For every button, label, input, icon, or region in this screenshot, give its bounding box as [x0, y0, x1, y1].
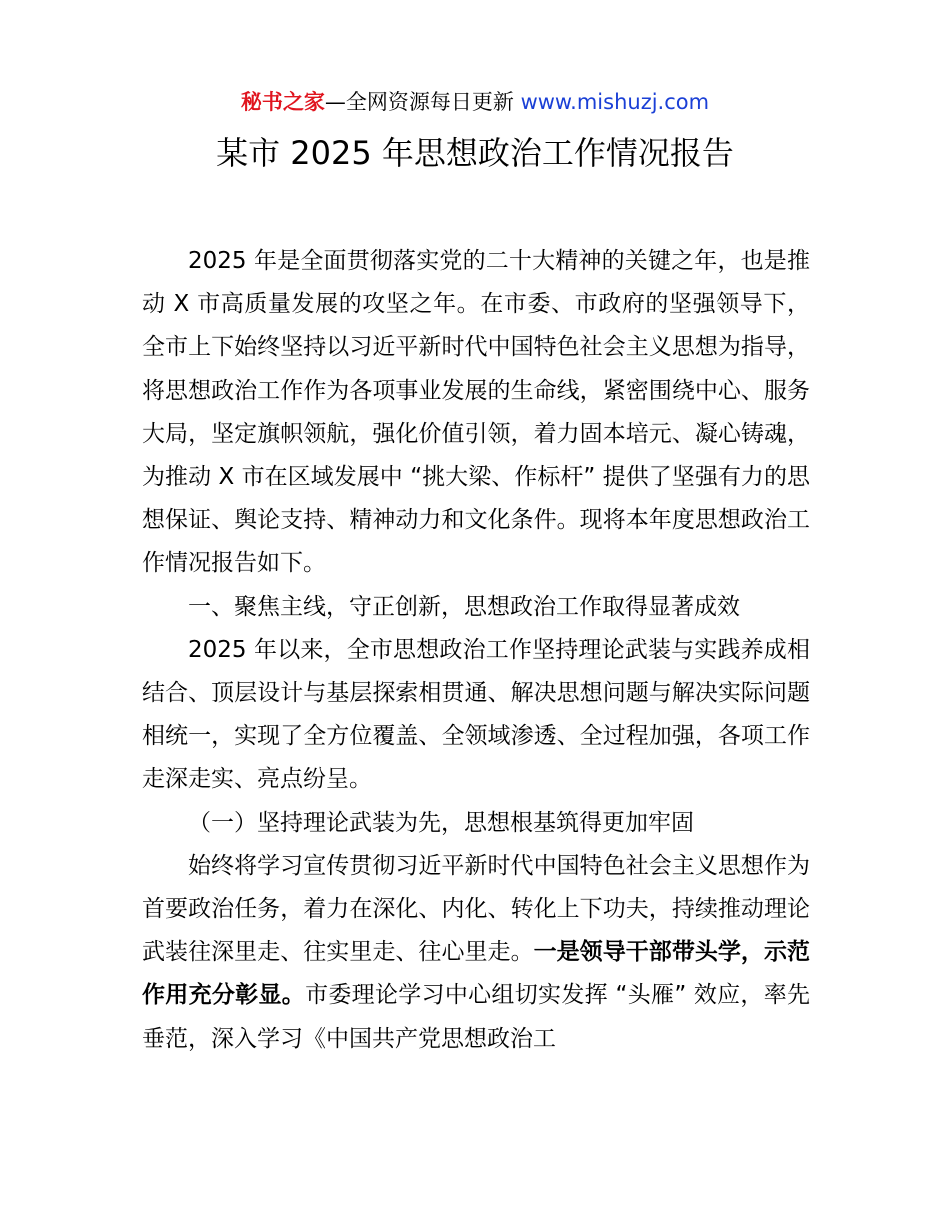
- document-body: [142, 240, 810, 1061]
- subsection-paragraph-end: 市委理论学习中心组切实发挥 “头雁” 效应，率先垂范，深入学习《中国共产党思想政治工: [142, 982, 811, 1052]
- brand-tagline: —全网资源每日更新: [324, 90, 521, 114]
- subsection-paragraph-start: 始终将学习宣传贯彻习近平新时代中国特色社会主义思想作为首要政治任务，着力在深化、内化、转化上下功夫，持续推动理论武装往深里走、往实里走、往心里走。: [142, 852, 810, 966]
- site-header: [0, 88, 950, 116]
- brand-name: 秘书之家: [240, 90, 325, 114]
- section-heading: 一、聚焦主线，守正创新，思想政治工作取得显著成效: [188, 593, 740, 620]
- subsection-heading: （一）坚持理论武装为先，思想根基筑得更加牢固: [188, 809, 694, 836]
- document-title: 某市 2025 年思想政治工作情况报告: [216, 134, 734, 172]
- brand-url-link[interactable]: www.mishuzj.com: [520, 90, 710, 114]
- intro-paragraph: 2025 年是全面贯彻落实党的二十大精神的关键之年，也是推动 X 市高质量发展的攻坚之年。在市委、市政府的坚强领导下，全市上下始终坚持以习近平新时代中国特色社会主义思想为指导，将思想政治工作作为各项事业发展的生命线，紧密围绕中心、服务大局，坚定旗帜领航，强化价值引领，着力固本培元、凝心铸魂，为推动 X 市在区域发展中 “挑大梁、作标杆” 提供了坚强有力的思想保证、舆论支持、精神动力和文化条件。现将本年度思想政治工作情况报告如下。: [142, 248, 810, 577]
- section-paragraph: 2025 年以来，全市思想政治工作坚持理论武装与实践养成相结合、顶层设计与基层探索相贯通、解决思想问题与解决实际问题相统一，实现了全方位覆盖、全领域渗透、全过程加强，各项工作走深走实、亮点纷呈。: [142, 636, 810, 793]
- bold-key-point: 一是领导干部带头学，示范作用充分彰显。: [142, 939, 811, 1009]
- subsection-paragraph: [142, 845, 810, 1061]
